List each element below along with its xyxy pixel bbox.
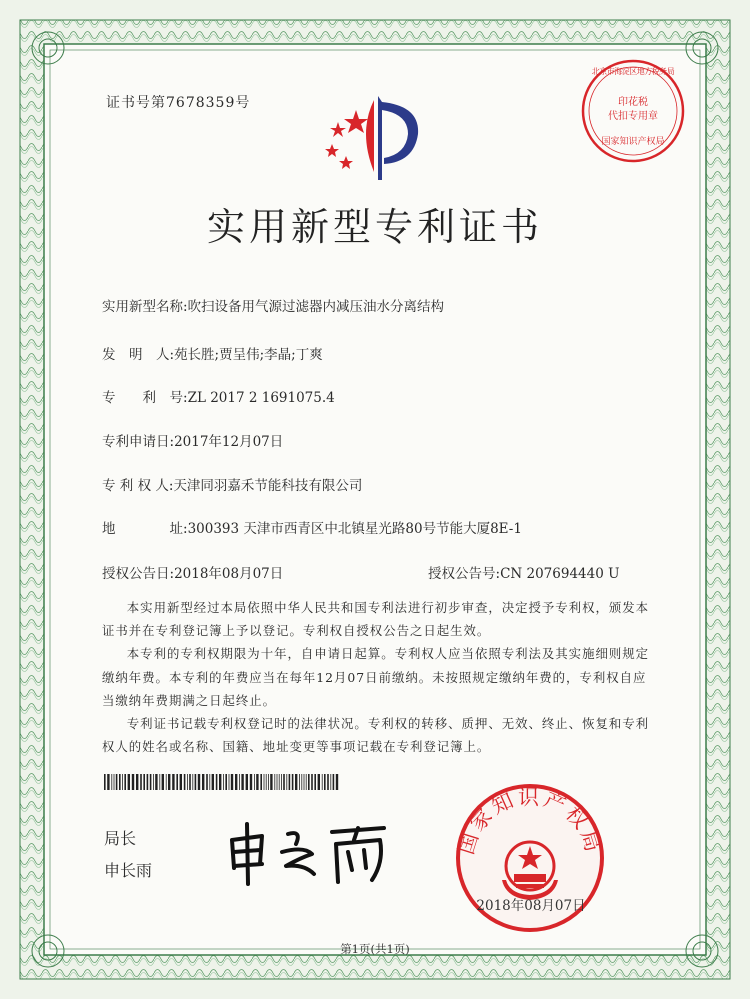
tax-stamp-outer-text: 北京市海淀区地方税务局	[591, 67, 675, 76]
seal-outer-text: 国家知识产权局	[454, 785, 606, 858]
page-title: 实用新型专利证书	[206, 205, 543, 249]
field-label: 实用新型名称:	[102, 299, 188, 315]
tax-stamp-bottom-text: 国家知识产权局	[601, 137, 665, 147]
field-value: 2017年12月07日	[174, 434, 284, 450]
field-holder	[102, 474, 362, 494]
seal-date: 2018年08月07日	[476, 898, 586, 914]
field-label: 发 明 人:	[102, 347, 175, 363]
field-label: 授权公告日:	[102, 566, 175, 582]
barcode-icon	[104, 774, 339, 790]
field-value: CN 207694440 U	[500, 566, 620, 582]
page-number: 第1页(共1页)	[340, 942, 410, 956]
body-paragraph: 专利证书记载专利权登记时的法律状况。专利权的转移、质押、无效、终止、恢复和专利权人的姓名或名称、国籍、地址变更等事项记载在专利登记簿上。	[102, 716, 650, 755]
field-label: 专 利 权 人:	[102, 478, 174, 494]
field-grant-no	[428, 562, 619, 582]
field-value: 吹扫设备用气源过滤器内减压油水分离结构	[187, 299, 445, 315]
body-paragraph: 本专利的专利权期限为十年，自申请日起算。专利权人应当依照专利法及其实施细则规定缴纳年费。本专利的年费应当在每年12月07日前缴纳。未按照规定缴纳年费的，专利权自应当缴纳年费期满之日起终止。	[102, 646, 650, 708]
field-name	[102, 295, 444, 315]
field-value: 天津同羽嘉禾节能科技有限公司	[173, 478, 363, 494]
field-value: 苑长胜;贾呈伟;李晶;丁爽	[174, 347, 323, 363]
tax-stamp-inner-line: 代扣专用章	[608, 111, 658, 122]
field-label: 专 利 号:	[102, 390, 188, 406]
field-value: 300393 天津市西青区中北镇星光路80号节能大厦8E-1	[187, 521, 522, 537]
field-value: ZL 2017 2 1691075.4	[187, 390, 335, 406]
body-paragraph: 本实用新型经过本局依照中华人民共和国专利法进行初步审查，决定授予专利权，颁发本证书并在专利登记簿上予以登记。专利权自授权公告之日起生效。	[102, 600, 650, 639]
tax-stamp-inner-line: 印花税	[618, 97, 648, 108]
field-label: 授权公告号:	[428, 566, 501, 582]
handwritten-signature-icon	[222, 818, 392, 888]
cnipa-logo-icon	[318, 92, 430, 184]
tax-stamp-inner	[578, 96, 688, 124]
field-address	[102, 517, 522, 537]
field-label: 专利申请日:	[102, 434, 175, 450]
field-label: 地 址:	[102, 521, 188, 537]
field-filing-date	[102, 430, 283, 450]
field-inventor	[102, 343, 323, 363]
signature-role: 局长	[104, 829, 137, 848]
certificate-body	[102, 596, 650, 758]
field-patent-no	[102, 386, 335, 406]
field-value: 2018年08月07日	[174, 566, 284, 582]
field-grant-date	[102, 562, 283, 582]
signature-name: 申长雨	[104, 861, 153, 880]
certificate-number: 证书号第7678359号	[106, 95, 251, 111]
